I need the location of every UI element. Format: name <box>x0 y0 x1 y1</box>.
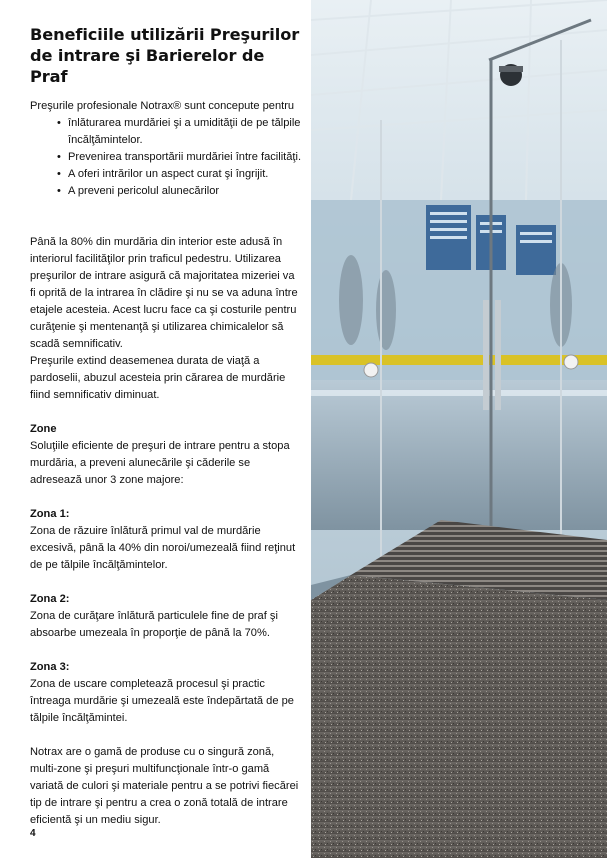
text-column <box>30 24 302 829</box>
intro-text: Preşurile profesionale Notrax® sunt concepute pentru <box>30 100 295 112</box>
list-item: • înlăturarea murdăriei şi a umidităţii de pe tălpile încălţămintelor. <box>30 115 302 149</box>
closing-paragraph: Notrax are o gamă de produse cu o singură zonă, multi-zone şi preşuri multifuncţionale într-o gamă variată de culori şi materiale pentru a se potrivi fiecărei tip de intrare şi pentru a crea o zonă totală de intrare eficientă şi un mediu sigur. <box>30 746 299 826</box>
paragraph-dirt: Până la 80% din murdăria din interior este adusă în interiorul facilităţilor prin traficul pedestru. Utilizarea preşurilor de intrare asigură că majoritatea mizeriei va fi oprită de la intrarea în clădire şi nu se va aduna între etajele acesteia. Acest lucru face ca şi costurile pentru curăţenie şi mentenanţă şi utilizarea chimicalelor să scadă semnificativ. <box>30 236 298 350</box>
list-item: • Prevenirea transportării murdăriei între facilităţi. <box>30 149 302 166</box>
zone-1-text: Zona de răzuire înlătură primul val de murdărie excesivă, până la 40% din noroi/umezeală fiind reţinut de pe tălpile încălţămintelor. <box>30 525 296 571</box>
zone-3-text: Zona de uscare completează procesul şi practic întreaga murdărie şi umezeală este îndepărtată de pe tălpile încălţămintei. <box>30 678 294 724</box>
zone-2-heading: Zona 2: <box>30 593 70 605</box>
zones-heading: Zone <box>30 423 57 435</box>
zone-1-heading: Zona 1: <box>30 508 70 520</box>
list-item: • A oferi intrărilor un aspect curat şi îngrijit. <box>30 166 302 183</box>
zone-3-heading: Zona 3: <box>30 661 70 673</box>
page-title: Beneficiile utilizării Preşurilor de intrare şi Barierelor de Praf <box>30 25 300 86</box>
zone-2-text: Zona de curăţare înlătură particulele fine de praf şi absoarbe umezeala în proporţie de până la 70%. <box>30 610 278 639</box>
benefits-list <box>30 115 302 200</box>
entrance-photo <box>311 0 607 858</box>
list-item: • A preveni pericolul alunecărilor <box>30 183 302 200</box>
paragraph-floor: Preşurile extind deasemenea durata de viaţă a pardoselii, abuzul acesteia prin cărarea de murdărie fiind semnificativ diminuat. <box>30 355 286 401</box>
zones-intro: Soluţiile eficiente de preşuri de intrare pentru a stopa murdăria, a preveni alunecările şi căderile se adresează unor 3 zone majore: <box>30 440 290 486</box>
page-number: 4 <box>30 828 36 839</box>
